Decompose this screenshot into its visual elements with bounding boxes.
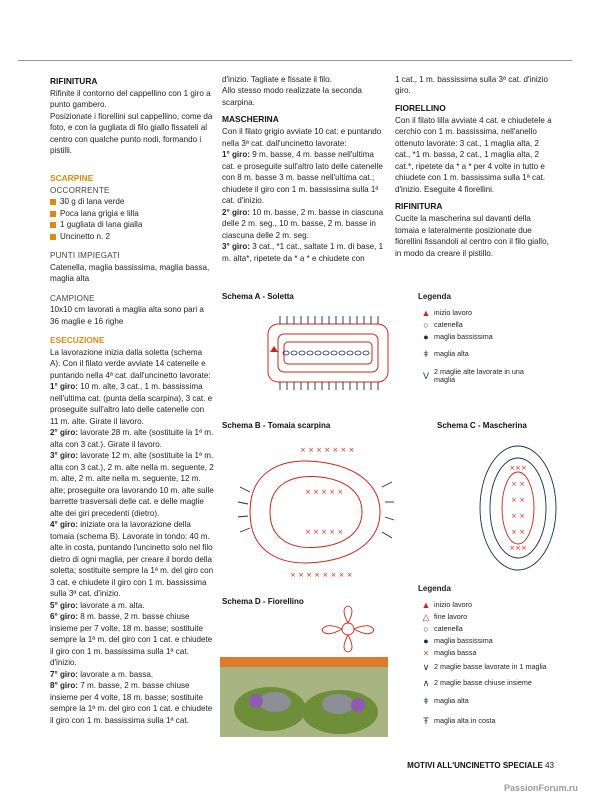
triangle-outline-icon: △ <box>422 611 430 622</box>
mascherina-giro-3: 3° giro: 3 cat., *1 cat., saltate 1 m. di base, 1 m. alta*, ripetete da * a * e chiudete con <box>222 242 384 263</box>
list-item: Poca lana grigia e lilla <box>50 208 214 219</box>
svg-text:× × × × ×: × × × × × <box>305 488 344 496</box>
page-footer <box>407 760 554 771</box>
giro-6: 6° giro: 8 m. basse, 2 m. basse chiuse insieme per 7 volte, 18 m. basse; sostituite sempre la 1ª m. del giro con 1 cat. e chiudete il giro con 1 m. bassissima sulla 1ª cat. d'inizio. <box>50 612 213 668</box>
legend-2-row: ▲ inizio lavoro <box>418 599 568 611</box>
schema-d-caption: Schema D - Fiorellino <box>222 597 304 606</box>
rifinitura2-text: Cucite la mascherina sul davanti della tomaia e lateralmente posizionate due fiorellini fissandoli al centro con il filo giallo, in modo da creare il pistillo. <box>395 214 549 258</box>
legend-2-row: Ŧ maglia alta in costa <box>418 711 568 731</box>
giro-1: 1° giro: 10 m. alte, 3 cat., 1 m. bassissima nell'ultima cat. (punta della scarpina), 3 cat. e proseguite sull'altro lato delle catenelle con 11 m. alte. Girate il lavoro. <box>50 382 213 426</box>
campione-heading: CAMPIONE <box>50 293 95 303</box>
legend-1-row: V 2 maglie alte lavorate in una maglia <box>418 365 568 387</box>
footer-title: MOTIVI ALL'UNCINETTO SPECIALE <box>407 761 543 770</box>
oval-icon: ○ <box>423 319 429 330</box>
legend-1-row: ● maglia bassissima <box>418 331 568 343</box>
column-2 <box>222 74 386 264</box>
schema-b-diagram <box>220 432 395 592</box>
column-3 <box>395 74 555 259</box>
legend-1 <box>418 291 568 387</box>
fiorellino-heading: FIORELLINO <box>395 102 446 113</box>
punti-heading: PUNTI IMPIEGATI <box>50 251 120 261</box>
v-stitch-icon: V <box>422 370 429 381</box>
slippers-photo <box>220 657 388 737</box>
dot-icon: ● <box>423 331 429 342</box>
legend-2-row: ∨ 2 maglie basse lavorate in 1 maglia <box>418 659 568 675</box>
giro-3: 3° giro: lavorate 12 m. alte (sostituite la 1ª m. alta con 3 cat.), 2 m. alte nella m. seguente, 2 m. alte, 2 m. alte nella m. seguente, 12 m. alte; proseguite ora lavorando 10 m. alte sulle barrette trasversali delle cat. e delle maglie alte dei giri precedenti (dietro). <box>50 451 214 518</box>
col3-p1: 1 cat., 1 m. bassissima sulla 3ª cat. d'inizio giro. <box>395 75 548 96</box>
legend-2-row: ● maglia bassissima <box>418 635 568 647</box>
schema-c-diagram <box>468 438 568 578</box>
svg-text:× ×: × × <box>511 496 525 504</box>
photo-illustration <box>220 657 388 737</box>
dot-icon: ● <box>423 635 429 646</box>
watermark: PassionForum.ru <box>503 783 578 793</box>
rifinitura-heading: RIFINITURA <box>50 76 98 86</box>
scarpine-heading: SCARPINE <box>50 172 94 183</box>
giro-7: 7° giro: lavorate a m. bassa. <box>50 669 154 679</box>
schema-a-caption: Schema A - Soletta <box>222 292 294 301</box>
decrease-icon: ∧ <box>422 677 430 688</box>
list-item: 30 g di lana verde <box>50 196 214 207</box>
triangle-icon: ▲ <box>421 307 431 318</box>
legend-1-row: ○ catenella <box>418 319 568 331</box>
svg-text:× ×: × × <box>511 512 525 520</box>
schema-b-caption: Schema B - Tomaia scarpina <box>222 421 331 430</box>
column-1 <box>50 74 214 726</box>
giro-2: 2° giro: lavorate 28 m. alte (sostituite la 1ª m. alta con 3 cat.). Girate il lavoro. <box>50 428 214 449</box>
rifinitura-p2: Posizionate i fiorellini sul cappellino, come da foto, e con la gugliata di filo giallo fissateli al centro con qualche punto nodi, formando i pistilli. <box>50 111 213 156</box>
mascherina-giro-2: 2° giro: 10 m. basse, 2 m. basse in ciascuna delle 2 m. seg., 10 m. basse, 2 m. basse in ciascuna delle 2 m. seg. <box>222 207 384 240</box>
legend-2-row: ∧ 2 maglie basse chiuse insieme <box>418 675 568 691</box>
legend-2 <box>418 583 568 731</box>
schema-d-diagram <box>318 604 378 654</box>
legend-1-row: ǂ maglia alta <box>418 343 568 365</box>
svg-text:× ×: × × <box>511 480 525 488</box>
giro-4: 4° giro: iniziate ora la lavorazione della tomaia (schema B). Lavorate in tondo: 40 m. alte in costa, puntando l'uncinetto solo nel filo dietro di ogni maglia, per creare il bordo della soletta; sostituite sempre la 1ª m. del giro con 3 cat. e chiudete il giro con 1 m. bassissima sulla 3ª cat. d'inizio. <box>50 520 214 599</box>
svg-text:×××: ××× <box>509 544 527 552</box>
double-crochet-icon: ǂ <box>423 695 429 706</box>
esecuzione-intro: La lavorazione inizia dalla soletta (schema A). Con il filato verde avviate 14 catenelle e puntando nella 4ª cat. dall'uncinetto lavorate: <box>50 348 211 380</box>
double-crochet-icon: ǂ <box>423 348 429 359</box>
legend-2-row: ǂ maglia alta <box>418 691 568 711</box>
mascherina-heading: MASCHERINA <box>222 114 279 125</box>
svg-text:×××: ××× <box>509 464 527 472</box>
post-stitch-icon: Ŧ <box>423 715 429 726</box>
legend-2-title: Legenda <box>418 584 451 593</box>
legend-2-row: △ fine lavoro <box>418 611 568 623</box>
svg-text:× ×: × × <box>511 528 525 536</box>
svg-text:× × × × × × × ×: × × × × × × × × <box>290 571 353 579</box>
fiorellino-text: Con il filato lilla avviate 4 cat. e chiudetele a cerchio con 1 m. bassissima, nell'anello ottenuto lavorate: 3 cat., 1 maglia alta, 2 cat., *1 m. bassa, 2 cat., 1 maglia alta, 2 cat.*, ripetete da * a * per 4 volte in tutto e chiudete con 1 m. bassissima sulla 1ª cat. d'inizio. Eseguite 4 fiorellini. <box>395 115 552 194</box>
list-item: Uncinetto n. 2 <box>50 231 214 242</box>
triangle-icon: ▲ <box>421 599 431 610</box>
punti-text: Catenella, maglia bassissima, maglia bassa, maglia alta <box>50 262 210 284</box>
legend-1-title: Legenda <box>418 292 451 301</box>
occorrente-list <box>50 196 214 242</box>
svg-text:× × × × × × ×: × × × × × × × <box>300 446 355 454</box>
mascherina-intro: Con il filato grigio avviate 10 cat. e puntando nella 3ª cat. dall'uncinetto lavorate: <box>222 127 382 148</box>
schema-a-diagram <box>220 302 400 414</box>
mascherina-giro-1: 1° giro: 9 m. basse, 4 m. basse nell'ultima cat. e proseguite sull'altro lato delle catenelle con 8 m. basse 3 m. basse nell'ultima cat.; chiudete il giro con 1 m. bassissima sulla 1ª cat. d'inizio. <box>222 150 383 206</box>
legend-2-row: ○ catenella <box>418 623 568 635</box>
v-stitch-icon: ∨ <box>422 661 430 672</box>
top-rule <box>18 60 572 61</box>
occorrente-heading: OCCORRENTE <box>50 185 110 195</box>
svg-text:× × × × ×: × × × × × <box>305 528 344 536</box>
schema-c-caption: Schema C - Mascherina <box>437 421 527 430</box>
page-number: 43 <box>545 761 554 770</box>
list-item: 1 gugliata di lana gialla <box>50 219 214 230</box>
rifinitura2-heading: RIFINITURA <box>395 201 443 212</box>
giro-5: 5° giro: lavorate a m. alta. <box>50 600 145 610</box>
legend-1-row: ▲ inizio lavoro <box>418 307 568 319</box>
campione-text: 10x10 cm lavorati a maglia alta sono pari a 36 maglie e 16 righe <box>50 305 204 326</box>
col2-p2: Allo stesso modo realizzate la seconda scarpina. <box>222 86 362 107</box>
rifinitura-p1: Rifinite il contorno del cappellino con 1 giro a punto gambero. <box>50 88 211 110</box>
oval-icon: ○ <box>423 623 429 634</box>
esecuzione-heading: ESECUZIONE <box>50 335 105 346</box>
giro-8: 8° giro: 7 m. basse, 2 m. basse chiuse insieme per 4 volte, 18 m. basse; sostituite sempre la 1ª m. del giro con 1 cat. e chiudete il giro con 1 m. bassissima sulla 1ª cat. <box>50 681 213 725</box>
legend-2-row: × maglia bassa <box>418 647 568 659</box>
col2-p1: d'inizio. Tagliate e fissate il filo. <box>222 75 332 84</box>
cross-icon: × <box>423 647 429 658</box>
